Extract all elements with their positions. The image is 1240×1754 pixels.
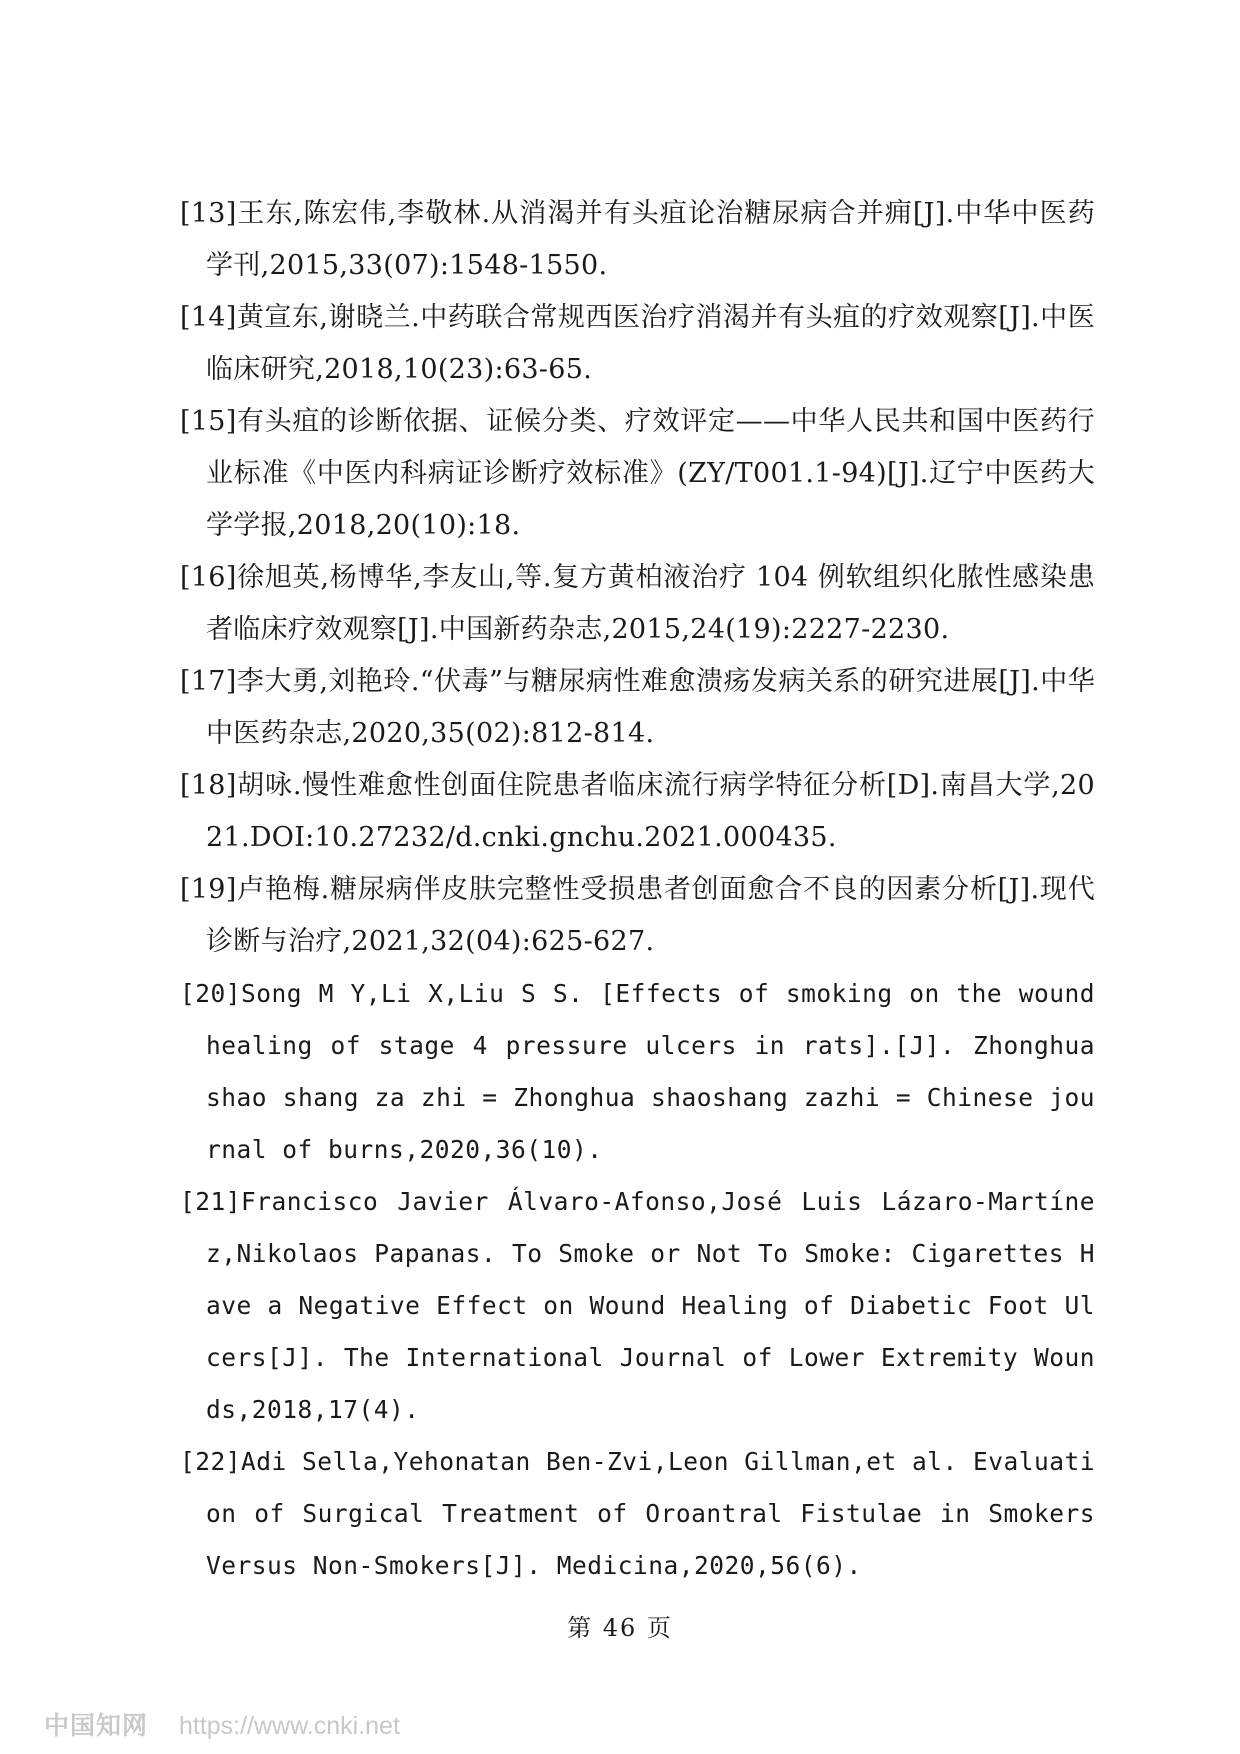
reference-item-16: [16]徐旭英,杨博华,李友山,等.复方黄柏液治疗 104 例软组织化脓性感染患者临床疗效观察[J].中国新药杂志,2015,24(19):2227-2230. [180,562,1095,645]
reference-item-20: [20]Song M Y,Li X,Liu S S. [Effects of smoking on the wound healing of stage 4 pressure ulcers in rats].[J]. Zhonghua shao shang za zhi = Zhonghua shaoshang zazhi = Chinese journal of burns,2020,36(10). [180,979,1095,1164]
watermark-url: https://www.cnki.net [178,1712,400,1740]
page-number: 第 46 页 [567,1614,673,1642]
reference-item-21: [21]Francisco Javier Álvaro-Afonso,José Luis Lázaro-Martínez,Nikolaos Papanas. To Smoke or Not To Smoke: Cigarettes Have a Negative Effect on Wound Healing of Diabetic Foot Ulcers[J]. The International Journal of Lower Extremity Wounds,2018,17(4). [180,1187,1095,1424]
reference-item-13: [13]王东,陈宏伟,李敬林.从消渴并有头疽论治糖尿病合并痈[J].中华中医药学刊,2015,33(07):1548-1550. [180,198,1095,281]
reference-item-19: [19]卢艳梅.糖尿病伴皮肤完整性受损患者创面愈合不良的因素分析[J].现代诊断与治疗,2021,32(04):625-627. [180,874,1095,957]
reference-item-18: [18]胡咏.慢性难愈性创面住院患者临床流行病学特征分析[D].南昌大学,2021.DOI:10.27232/d.cnki.gnchu.2021.000435. [180,770,1095,853]
reference-item-14: [14]黄宣东,谢晓兰.中药联合常规西医治疗消渴并有头疽的疗效观察[J].中医临床研究,2018,10(23):63-65. [180,302,1095,385]
watermark-logo: 中国知网 [44,1712,149,1740]
reference-item-22: [22]Adi Sella,Yehonatan Ben-Zvi,Leon Gillman,et al. Evaluation of Surgical Treatment of Oroantral Fistulae in Smokers Versus Non-Smokers[J]. Medicina,2020,56(6). [180,1447,1096,1580]
reference-list [180,188,1095,1592]
reference-item-15: [15]有头疽的诊断依据、证候分类、疗效评定——中华人民共和国中医药行业标准《中医内科病证诊断疗效标准》(ZY/T001.1-94)[J].辽宁中医药大学学报,2018,20(10):18. [180,406,1095,541]
reference-item-17: [17]李大勇,刘艳玲.“伏毒”与糖尿病性难愈溃疡发病关系的研究进展[J].中华中医药杂志,2020,35(02):812-814. [180,666,1095,749]
cnki-watermark [44,1706,400,1742]
